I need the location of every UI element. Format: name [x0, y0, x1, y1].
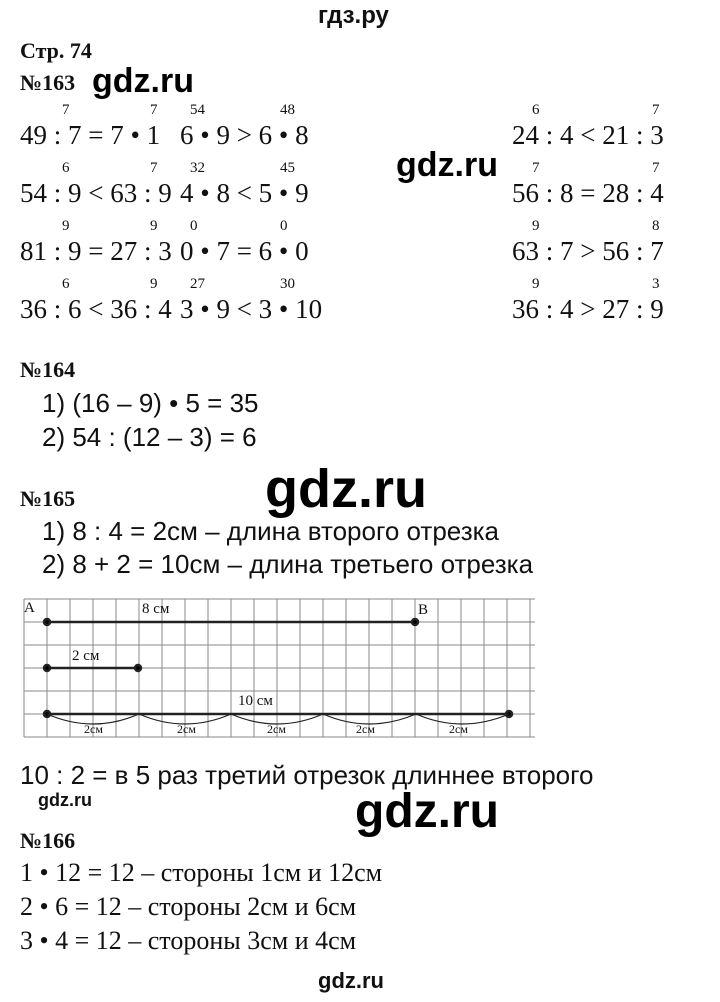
point-a-label: A — [24, 600, 35, 616]
arc-label-3: 2см — [267, 722, 286, 736]
task-166-line-2: 2 • 6 = 12 – стороны 2см и 6см — [20, 892, 357, 921]
task-163-hint-left: 7 — [62, 102, 70, 118]
task-163-hint-left: 6 — [62, 160, 70, 176]
task-163-hint-left: 0 — [190, 218, 198, 234]
task-165-conclusion: 10 : 2 = в 5 раз третий отрезок длиннее второго — [20, 760, 594, 790]
task-166-title: №166 — [20, 828, 76, 853]
task-163-expression: 54 : 9 < 63 : 9 — [20, 178, 172, 208]
task-163-hint-left: 54 — [190, 102, 205, 118]
arc-label-2: 2см — [177, 722, 196, 736]
watermark: gdz.ru — [265, 459, 427, 519]
segment-2cm-start-dot — [44, 665, 50, 671]
task-163-hint-right: 7 — [652, 160, 660, 176]
task-163-hint-left: 9 — [532, 276, 540, 292]
task-163-hint-left: 9 — [532, 218, 540, 234]
task-163-hint-left: 9 — [62, 218, 70, 234]
segment-2cm-label: 2 см — [72, 648, 100, 664]
task-163-hint-right: 8 — [652, 218, 660, 234]
task-163-hint-left: 27 — [190, 276, 205, 292]
task-163-hint-left: 7 — [532, 160, 540, 176]
task-163-expression: 63 : 7 > 56 : 7 — [512, 236, 664, 266]
page-label: Стр. 74 — [20, 38, 92, 63]
point-b-label: B — [418, 602, 429, 618]
task-163-hint-right: 9 — [150, 218, 158, 234]
task-163-title: №163 — [20, 70, 76, 95]
task-163-expression: 81 : 9 = 27 : 3 — [20, 236, 172, 266]
task-163-hint-right: 30 — [280, 276, 295, 292]
task-163-hint-left: 32 — [190, 160, 205, 176]
task-163-hint-right: 7 — [652, 102, 660, 118]
segment-ab-label: 8 см — [142, 601, 170, 617]
arc-label-4: 2см — [356, 722, 375, 736]
task-163-expression: 3 • 9 < 3 • 10 — [180, 294, 323, 324]
task-163-hint-right: 7 — [150, 102, 158, 118]
task-163-hint-right: 3 — [652, 276, 660, 292]
point-b-dot — [412, 619, 418, 625]
watermark: gdz.ru — [38, 790, 92, 810]
task-163-expression: 36 : 6 < 36 : 4 — [20, 294, 172, 324]
task-163-expression: 56 : 8 = 28 : 4 — [512, 178, 664, 208]
watermark: gdz.ru — [355, 785, 499, 838]
task-166-line-1: 1 • 12 = 12 – стороны 1см и 12см — [20, 858, 383, 887]
task-163-expression: 36 : 4 > 27 : 9 — [512, 294, 664, 324]
task-163-hint-left: 6 — [62, 276, 70, 292]
task-165-title: №165 — [20, 486, 76, 511]
segment-10cm-label: 10 см — [238, 693, 273, 709]
task-163-expression: 0 • 7 = 6 • 0 — [180, 236, 309, 266]
task-165-line-2: 2) 8 + 2 = 10см – длина третьего отрезка — [42, 549, 534, 579]
task-163-hint-right: 9 — [150, 276, 158, 292]
task-163-expression: 49 : 7 = 7 • 1 — [20, 120, 161, 150]
task-164-title: №164 — [20, 357, 76, 382]
watermark: gdz.ru — [318, 968, 384, 993]
task-163-hint-right: 0 — [280, 218, 288, 234]
task-164-line-1: 1) (16 – 9) • 5 = 35 — [42, 388, 259, 418]
arc-label-1: 2см — [84, 722, 103, 736]
site-header: гдз.ру — [318, 2, 389, 29]
task-163-hint-left: 6 — [532, 102, 540, 118]
segment-2cm-end-dot — [135, 665, 141, 671]
watermark: gdz.ru — [92, 62, 194, 100]
task-165-line-1: 1) 8 : 4 = 2см – длина второго отрезка — [42, 516, 500, 546]
arc-label-5: 2см — [449, 722, 468, 736]
point-a-dot — [44, 619, 50, 625]
task-163-expression: 4 • 8 < 5 • 9 — [180, 178, 309, 208]
watermark: gdz.ru — [396, 146, 498, 184]
task-163-expression: 24 : 4 < 21 : 3 — [512, 120, 664, 150]
task-163-expression: 6 • 9 > 6 • 8 — [180, 120, 309, 150]
task-163-hint-right: 48 — [280, 102, 295, 118]
task-163-hint-right: 45 — [280, 160, 295, 176]
task-166-line-3: 3 • 4 = 12 – стороны 3см и 4см — [20, 926, 357, 955]
task-163-hint-right: 7 — [150, 160, 158, 176]
task-164-line-2: 2) 54 : (12 – 3) = 6 — [42, 422, 257, 452]
